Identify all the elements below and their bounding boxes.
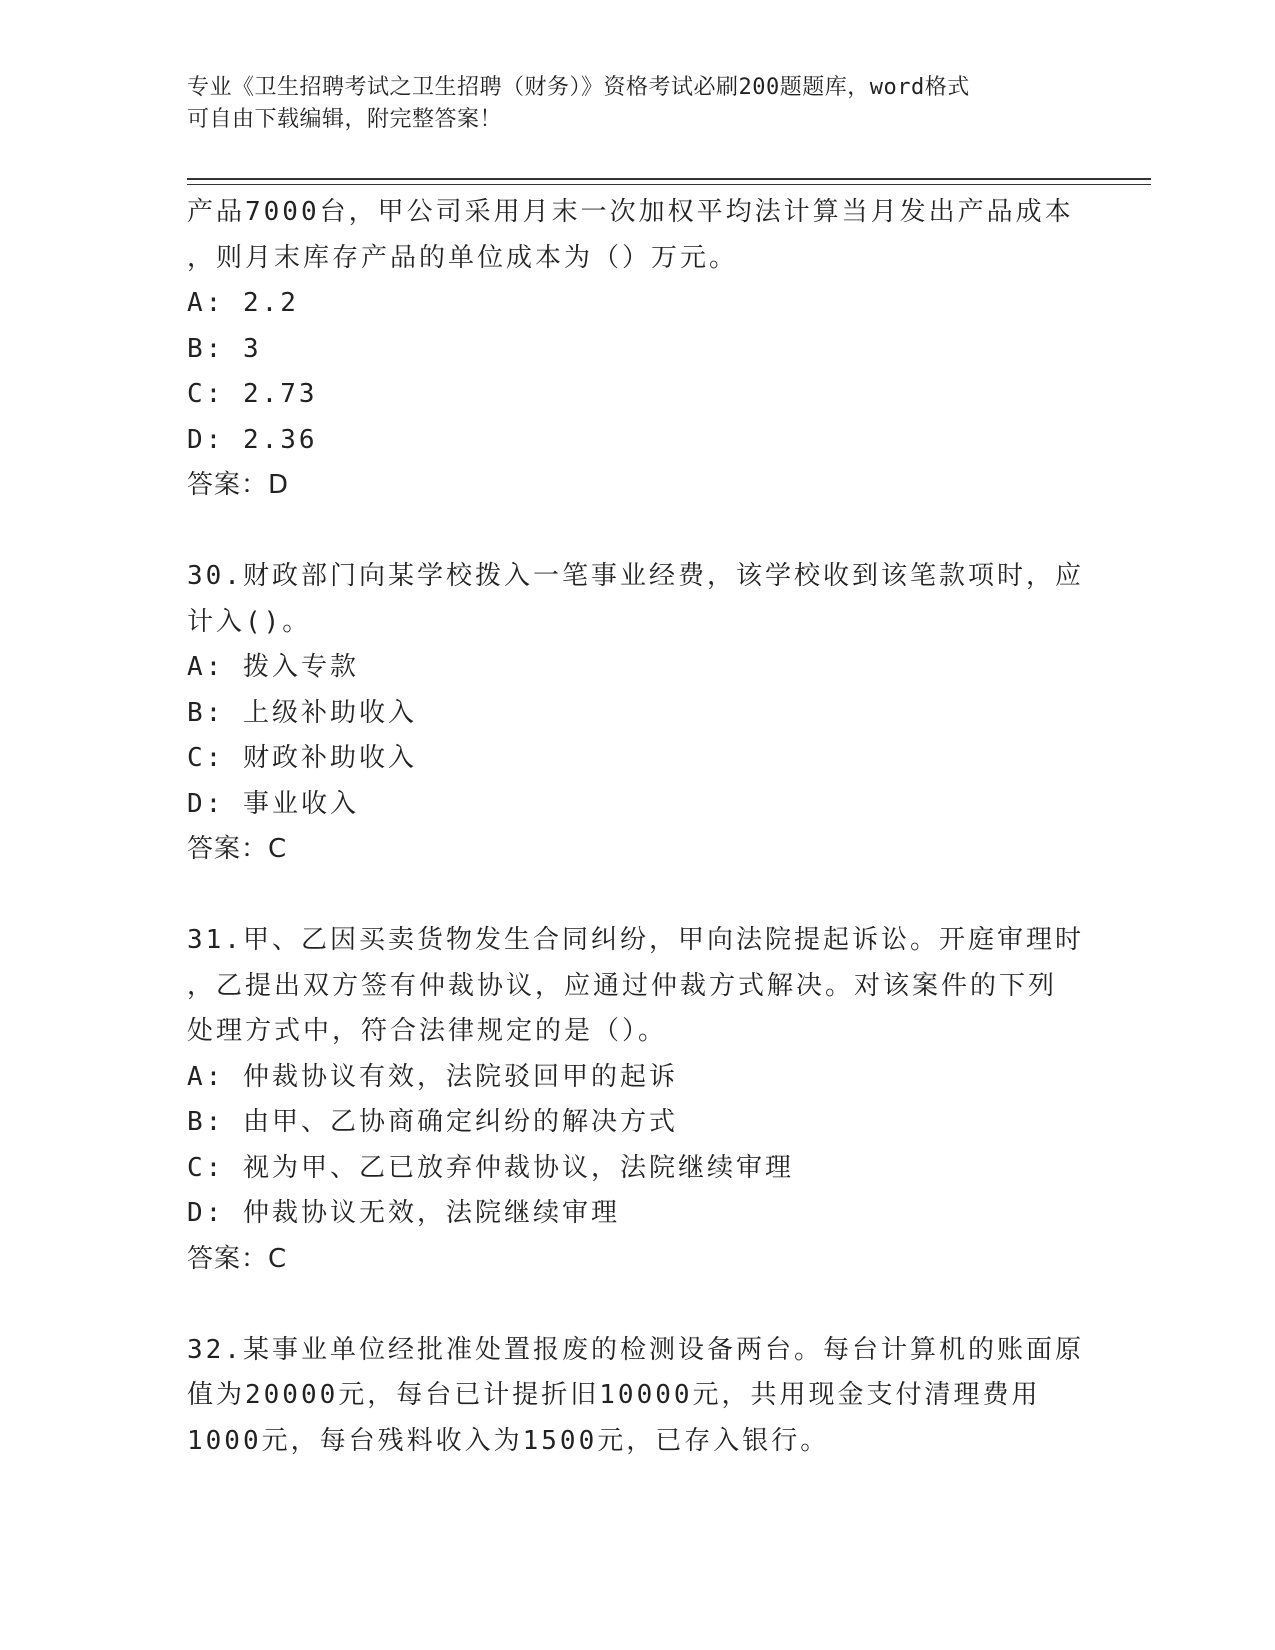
question-stem-line: 32.某事业单位经批准处置报废的检测设备两台。每台计算机的账面原 (187, 1334, 1084, 1365)
answer: 答案：C (187, 834, 288, 864)
option-d: D: 事业收入 (187, 788, 359, 819)
question-stem-line: 30.财政部门向某学校拨入一笔事业经费，该学校收到该笔款项时，应 (187, 561, 1084, 591)
option-a: A: 拨入专款 (187, 652, 359, 682)
answer: 答案：D (187, 470, 290, 500)
question-stem-line: 1000元，每台残料收入为1500元，已存入银行。 (187, 1425, 830, 1456)
option-c: C: 2.73 (187, 379, 318, 409)
question-stem-line: ，乙提出双方签有仲裁协议，应通过仲裁方式解决。对该案件的下列 (187, 970, 1058, 1001)
question-stem-line: 处理方式中，符合法律规定的是（）。 (187, 1016, 668, 1046)
option-d: D: 仲裁协议无效，法院继续审理 (187, 1198, 620, 1228)
question-stem-line: 产品7000台，甲公司采用月末一次加权平均法计算当月发出产品成本 (187, 197, 1074, 227)
header-rule-thin (187, 184, 1151, 185)
question-stem-line: 31.甲、乙因买卖货物发生合同纠纷，甲向法院提起诉讼。开庭审理时 (187, 925, 1084, 955)
question-30 (187, 554, 1087, 873)
option-a: A: 2.2 (187, 288, 299, 318)
document-header (187, 72, 1087, 136)
option-c: C: 视为甲、乙已放弃仲裁协议，法院继续审理 (187, 1152, 794, 1183)
header-rule-thick (187, 178, 1151, 180)
question-stem-line: 计入()。 (187, 606, 312, 637)
question-31 (187, 918, 1087, 1282)
option-b: B: 3 (187, 333, 262, 364)
answer: 答案：C (187, 1243, 288, 1274)
option-d: D: 2.36 (187, 424, 318, 455)
option-a: A: 仲裁协议有效，法院驳回甲的起诉 (187, 1061, 678, 1092)
option-b: B: 由甲、乙协商确定纠纷的解决方式 (187, 1107, 678, 1137)
question-stem-line: ，则月末库存产品的单位成本为（）万元。 (187, 242, 739, 273)
document-body (187, 190, 1087, 1464)
question-stem-line: 值为20000元，每台已计提折旧10000元，共用现金支付清理费用 (187, 1380, 1041, 1410)
header-line-2: 可自由下载编辑，附完整答案！ (187, 107, 503, 132)
option-c: C: 财政补助收入 (187, 743, 417, 773)
question-29 (187, 190, 1087, 509)
question-32 (187, 1328, 1087, 1465)
option-b: B: 上级补助收入 (187, 697, 417, 728)
header-line-1: 专业《卫生招聘考试之卫生招聘（财务）》资格考试必刷200题题库，word格式 (187, 75, 970, 100)
